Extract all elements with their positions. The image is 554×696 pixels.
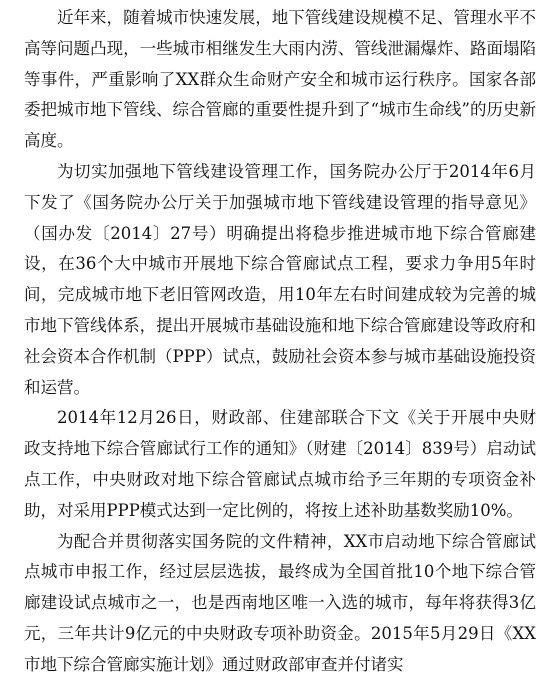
paragraph-city-pilot: 为配合并贯彻落实国务院的文件精神，XX市启动地下综合管廊试点城市申报工作，经过层层选拔，最终成为全国首批10个地下综合管廊建设试点城市之一，也是西南地区唯一入选的城市，每年将获得3亿元，三年共计9亿元的中央财政专项补助资金。2015年5月29日《XX市地下综合管廊实施计划》通过财政部审查并付诸实	[24, 531, 536, 674]
paragraph-background: 近年来，随着城市快速发展，地下管线建设规模不足、管理水平不高等问题凸现，一些城市相继发生大雨内涝、管线泄漏爆炸、路面塌陷等事件，严重影响了XX群众生命财产安全和城市运行秩序。国家各部委把城市地下管线、综合管廊的重要性提升到了“城市生命线”的历史新高度。	[24, 8, 536, 151]
paragraph-pilot-notice: 2014年12月26日，财政部、住建部联合下文《关于开展中央财政支持地下综合管廊试行工作的通知》（财建〔2014〕839号）启动试点工作，中央财政对地下综合管廊试点城市给予三年期的专项资金补助，对采用PPP模式达到一定比例的，将按上述补助基数奖励10%。	[24, 408, 536, 520]
paragraph-state-council-guidance: 为切实加强地下管线建设管理工作，国务院办公厅于2014年6月下发了《国务院办公厅关于加强城市地下管线建设管理的指导意见》（国办发〔2014〕27号）明确提出将稳步推进城市地下综合管廊建设，在36个大中城市开展地下综合管廊试点工程，要求力争用5年时间，完成城市地下老旧管网改造，用10年左右时间建成较为完善的城市地下管线体系，提出开展城市基础设施和地下综合管廊建设等政府和社会资本合作机制（PPP）试点，鼓励社会资本参与城市基础设施投资和运营。	[24, 161, 536, 397]
document-page	[24, 3, 536, 681]
